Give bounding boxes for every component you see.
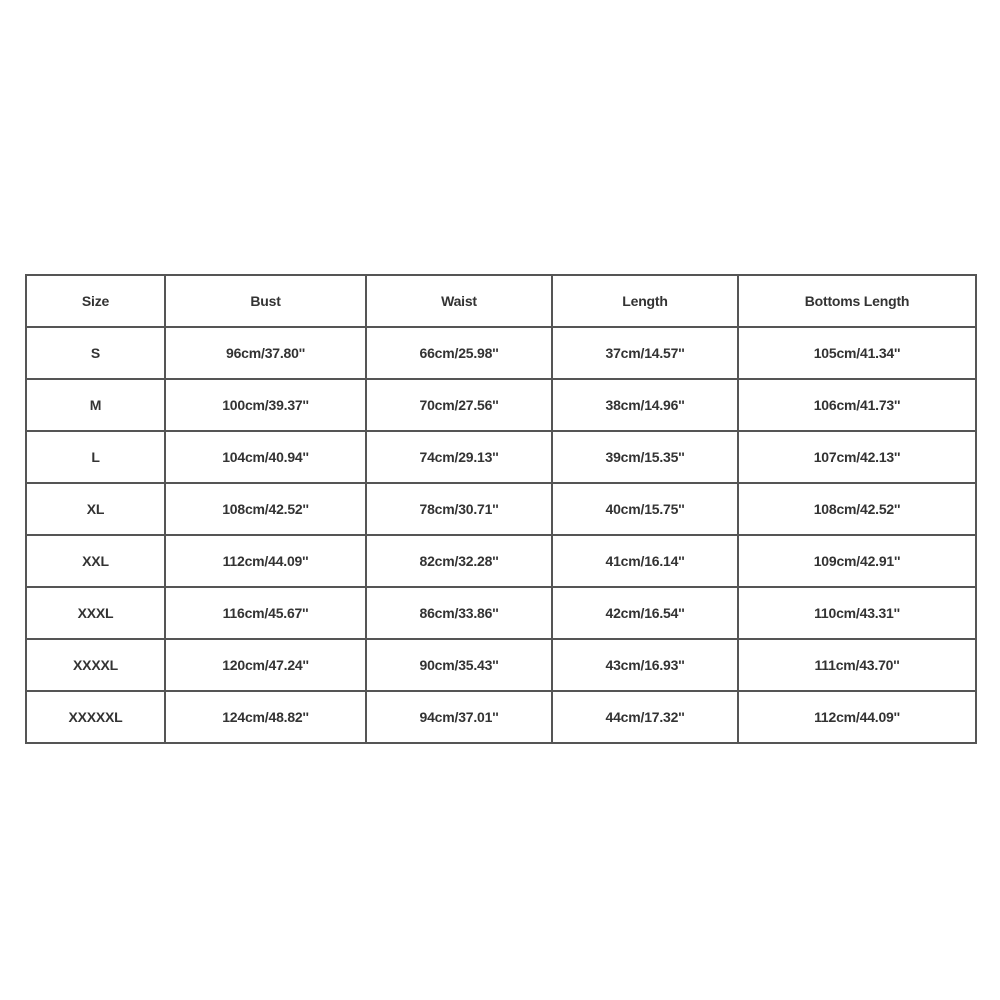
cell-size: XL [26,483,165,535]
cell-waist: 74cm/29.13'' [366,431,552,483]
cell-bottoms-length: 112cm/44.09'' [738,691,976,743]
header-waist: Waist [366,275,552,327]
cell-bottoms-length: 110cm/43.31'' [738,587,976,639]
cell-size: XXL [26,535,165,587]
size-chart-table [25,274,977,744]
cell-bust: 116cm/45.67'' [165,587,366,639]
cell-length: 42cm/16.54'' [552,587,738,639]
size-chart-header [26,275,976,327]
size-chart-body [26,327,976,743]
cell-size: S [26,327,165,379]
table-row [26,535,976,587]
cell-bust: 112cm/44.09'' [165,535,366,587]
cell-waist: 66cm/25.98'' [366,327,552,379]
table-row [26,483,976,535]
cell-bottoms-length: 111cm/43.70'' [738,639,976,691]
cell-length: 38cm/14.96'' [552,379,738,431]
cell-bust: 108cm/42.52'' [165,483,366,535]
cell-length: 44cm/17.32'' [552,691,738,743]
header-row [26,275,976,327]
table-row [26,379,976,431]
cell-waist: 78cm/30.71'' [366,483,552,535]
cell-length: 37cm/14.57'' [552,327,738,379]
cell-size: M [26,379,165,431]
cell-bottoms-length: 108cm/42.52'' [738,483,976,535]
cell-bottoms-length: 107cm/42.13'' [738,431,976,483]
cell-length: 43cm/16.93'' [552,639,738,691]
cell-bottoms-length: 109cm/42.91'' [738,535,976,587]
cell-bust: 120cm/47.24'' [165,639,366,691]
header-size: Size [26,275,165,327]
cell-bottoms-length: 105cm/41.34'' [738,327,976,379]
cell-size: XXXXXL [26,691,165,743]
cell-length: 40cm/15.75'' [552,483,738,535]
header-bust: Bust [165,275,366,327]
cell-bust: 100cm/39.37'' [165,379,366,431]
cell-length: 39cm/15.35'' [552,431,738,483]
cell-waist: 86cm/33.86'' [366,587,552,639]
cell-waist: 82cm/32.28'' [366,535,552,587]
cell-bust: 104cm/40.94'' [165,431,366,483]
cell-bust: 124cm/48.82'' [165,691,366,743]
table-row [26,587,976,639]
cell-length: 41cm/16.14'' [552,535,738,587]
cell-size: L [26,431,165,483]
cell-waist: 90cm/35.43'' [366,639,552,691]
table-row [26,327,976,379]
table-row [26,691,976,743]
cell-size: XXXXL [26,639,165,691]
cell-waist: 70cm/27.56'' [366,379,552,431]
header-bottoms-length: Bottoms Length [738,275,976,327]
cell-bottoms-length: 106cm/41.73'' [738,379,976,431]
cell-size: XXXL [26,587,165,639]
header-length: Length [552,275,738,327]
table-row [26,431,976,483]
cell-waist: 94cm/37.01'' [366,691,552,743]
table-row [26,639,976,691]
cell-bust: 96cm/37.80'' [165,327,366,379]
